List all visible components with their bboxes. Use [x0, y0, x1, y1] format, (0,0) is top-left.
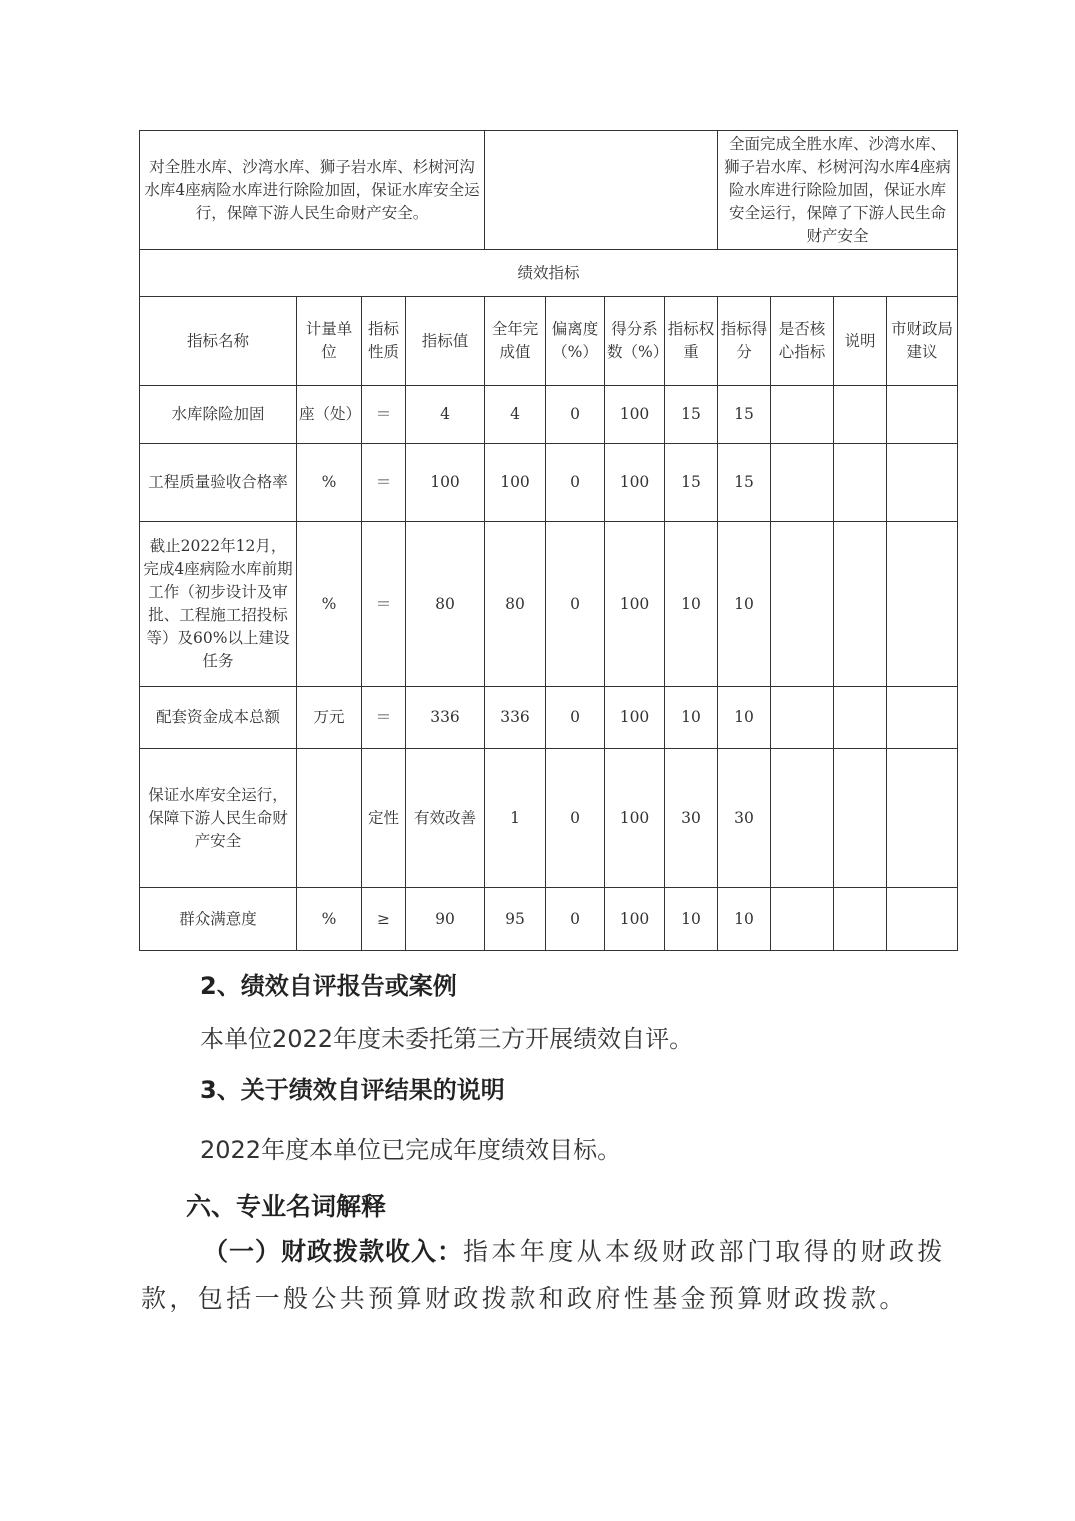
finance-advice [887, 444, 958, 522]
unit: 座（处） [297, 386, 362, 444]
table-row [140, 687, 958, 749]
indicator-name: 截止2022年12月，完成4座病险水库前期工作（初步设计及审批、工程施工招投标等）及60%以上建设任务 [140, 522, 297, 687]
unit: % [297, 888, 362, 951]
header-cell: 是否核心指标 [771, 297, 834, 386]
table-row [140, 444, 958, 522]
header-cell: 计量单位 [297, 297, 362, 386]
header-cell: 指标性质 [362, 297, 406, 386]
finance-advice [887, 888, 958, 951]
nature: ＝ [362, 687, 406, 749]
deviation: 0 [546, 444, 605, 522]
indicator-name: 群众满意度 [140, 888, 297, 951]
nature: ＝ [362, 522, 406, 687]
indicator-name: 水库除险加固 [140, 386, 297, 444]
goal-text: 对全胜水库、沙湾水库、狮子岩水库、杉树河沟水库4座病险水库进行除险加固，保证水库安全运行，保障下游人民生命财产安全。 [140, 131, 485, 250]
actual-value: 100 [485, 444, 546, 522]
unit: 万元 [297, 687, 362, 749]
nature: ＝ [362, 386, 406, 444]
note [834, 687, 887, 749]
deviation: 0 [546, 888, 605, 951]
weight: 10 [665, 522, 718, 687]
score-coefficient: 100 [605, 522, 665, 687]
actual-value: 1 [485, 749, 546, 888]
weight: 10 [665, 888, 718, 951]
actual-value: 95 [485, 888, 546, 951]
deviation: 0 [546, 687, 605, 749]
actual-value: 80 [485, 522, 546, 687]
header-cell: 偏离度（%） [546, 297, 605, 386]
score-coefficient: 100 [605, 749, 665, 888]
finance-advice [887, 687, 958, 749]
header-cell: 指标权重 [665, 297, 718, 386]
score: 15 [718, 444, 771, 522]
score: 10 [718, 888, 771, 951]
header-cell: 得分系数（%） [605, 297, 665, 386]
score: 10 [718, 687, 771, 749]
section2-heading: 2、绩效自评报告或案例 [200, 972, 457, 1000]
weight: 15 [665, 386, 718, 444]
score-coefficient: 100 [605, 888, 665, 951]
core-indicator [771, 444, 834, 522]
unit [297, 749, 362, 888]
section2-text: 本单位2022年度未委托第三方开展绩效自评。 [200, 1025, 694, 1053]
term-label: （一）财政拨款收入： [203, 1237, 464, 1266]
score-coefficient: 100 [605, 386, 665, 444]
score: 10 [718, 522, 771, 687]
result-text: 全面完成全胜水库、沙湾水库、狮子岩水库、杉树河沟水库4座病险水库进行除险加固，保证水库安全运行，保障了下游人民生命财产安全 [718, 131, 958, 250]
core-indicator [771, 386, 834, 444]
target-value: 80 [406, 522, 485, 687]
target-value: 90 [406, 888, 485, 951]
weight: 10 [665, 687, 718, 749]
indicator-name: 配套资金成本总额 [140, 687, 297, 749]
target-value: 有效改善 [406, 749, 485, 888]
goal-row [140, 131, 958, 250]
table-row [140, 386, 958, 444]
header-cell: 市财政局建议 [887, 297, 958, 386]
header-row [140, 297, 958, 386]
header-cell: 说明 [834, 297, 887, 386]
core-indicator [771, 749, 834, 888]
unit: % [297, 444, 362, 522]
nature: ≥ [362, 888, 406, 951]
table-row [140, 749, 958, 888]
deviation: 0 [546, 386, 605, 444]
finance-advice [887, 522, 958, 687]
section3-text: 2022年度本单位已完成年度绩效目标。 [200, 1136, 622, 1164]
header-cell: 指标值 [406, 297, 485, 386]
finance-advice [887, 386, 958, 444]
section3-heading: 3、关于绩效自评结果的说明 [200, 1076, 505, 1104]
indicator-name: 保证水库安全运行，保障下游人民生命财产安全 [140, 749, 297, 888]
note [834, 749, 887, 888]
middle-cell [485, 131, 718, 250]
weight: 15 [665, 444, 718, 522]
score-coefficient: 100 [605, 444, 665, 522]
finance-advice [887, 749, 958, 888]
actual-value: 4 [485, 386, 546, 444]
header-cell: 全年完成值 [485, 297, 546, 386]
score: 30 [718, 749, 771, 888]
target-value: 4 [406, 386, 485, 444]
core-indicator [771, 888, 834, 951]
note [834, 444, 887, 522]
table-row [140, 888, 958, 951]
score-coefficient: 100 [605, 687, 665, 749]
performance-table [139, 130, 958, 951]
core-indicator [771, 687, 834, 749]
core-indicator [771, 522, 834, 687]
note [834, 522, 887, 687]
section-title: 绩效指标 [140, 250, 958, 297]
header-cell: 指标得分 [718, 297, 771, 386]
deviation: 0 [546, 749, 605, 888]
deviation: 0 [546, 522, 605, 687]
nature: ＝ [362, 444, 406, 522]
weight: 30 [665, 749, 718, 888]
nature: 定性 [362, 749, 406, 888]
header-cell: 指标名称 [140, 297, 297, 386]
term-paragraph [141, 1228, 951, 1322]
score: 15 [718, 386, 771, 444]
indicator-name: 工程质量验收合格率 [140, 444, 297, 522]
note [834, 888, 887, 951]
term-text: 指本年度从本级财政部门取得的财政拨款，包括一般公共预算财政拨款和政府性基金预算财政拨款。 [141, 1237, 946, 1313]
chapter6-heading: 六、专业名词解释 [186, 1192, 387, 1221]
table-row [140, 522, 958, 687]
target-value: 336 [406, 687, 485, 749]
note [834, 386, 887, 444]
target-value: 100 [406, 444, 485, 522]
unit: % [297, 522, 362, 687]
actual-value: 336 [485, 687, 546, 749]
